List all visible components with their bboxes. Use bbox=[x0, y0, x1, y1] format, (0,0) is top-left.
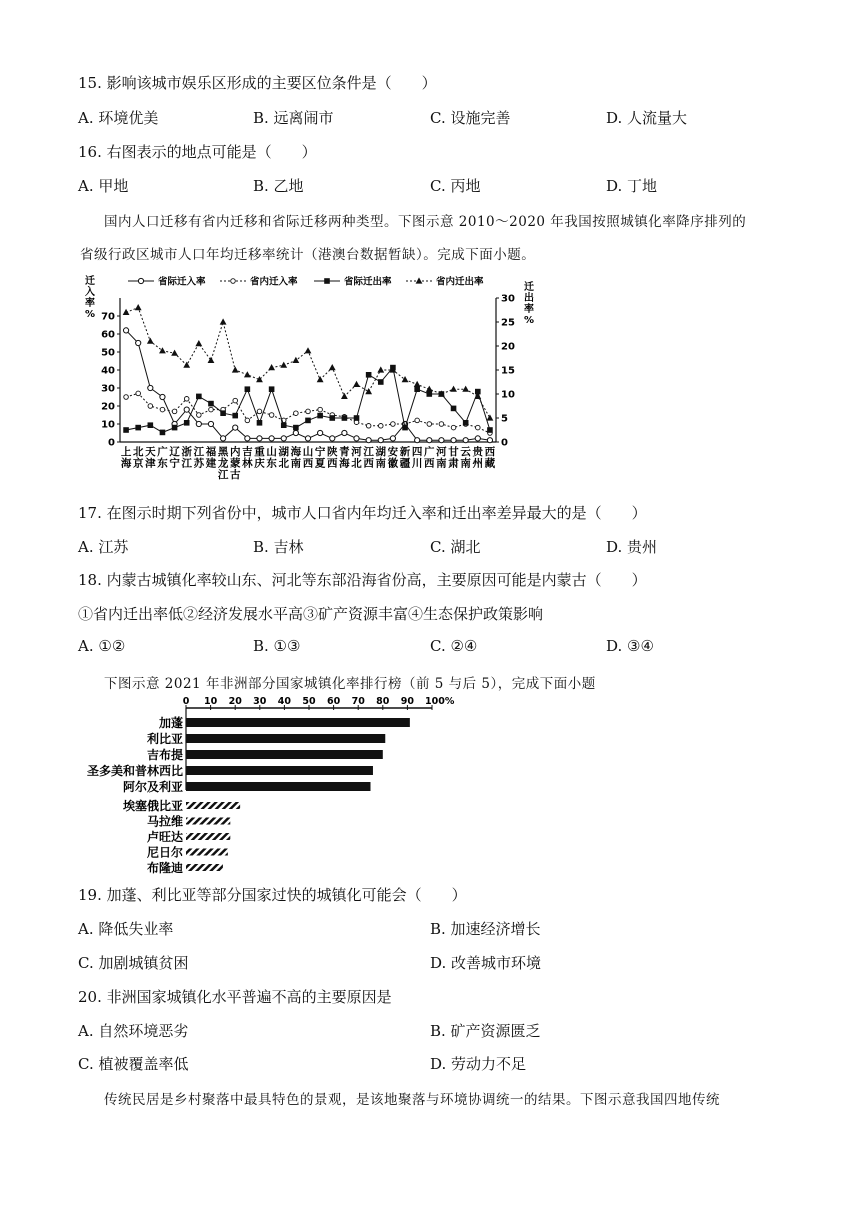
series-4-point bbox=[208, 357, 215, 363]
x-tick-label: 20 bbox=[228, 696, 242, 707]
series-4-point bbox=[402, 376, 409, 382]
series-2-point bbox=[160, 407, 165, 412]
series-4-point bbox=[220, 318, 227, 324]
series-3-point bbox=[220, 410, 226, 416]
q15-option-b[interactable]: B. 远离闹市 bbox=[253, 109, 334, 127]
q20-stem: 20. 非洲国家城镇化水平普遍不高的主要原因是 bbox=[78, 988, 392, 1006]
series-1-point bbox=[196, 421, 201, 426]
legend-marker-1 bbox=[138, 278, 143, 283]
q16-stem: 16. 右图表示的地点可能是（ ） bbox=[78, 143, 317, 161]
q20-option-c[interactable]: C. 植被覆盖率低 bbox=[78, 1055, 189, 1073]
series-4-point bbox=[280, 362, 287, 368]
x-tick-label: 吉林 bbox=[242, 446, 253, 470]
series-3-point bbox=[463, 420, 469, 426]
svg-text:%: % bbox=[84, 309, 96, 320]
q19-stem: 19. 加蓬、利比亚等部分国家过快的城镇化可能会（ ） bbox=[78, 886, 467, 904]
x-tick-label: 辽宁 bbox=[169, 446, 180, 470]
y-tick-label-left: 10 bbox=[101, 419, 115, 431]
y-tick-label-right: 30 bbox=[501, 293, 515, 305]
series-3-point bbox=[329, 415, 335, 421]
series-line-1 bbox=[126, 330, 490, 440]
series-1-point bbox=[233, 425, 238, 430]
x-tick-label: 江苏 bbox=[193, 446, 205, 470]
x-tick-label: 70 bbox=[351, 696, 365, 707]
x-tick-label: 甘肃 bbox=[448, 446, 459, 470]
y-axis-title-right: 迁 bbox=[524, 282, 534, 293]
series-3-point bbox=[305, 418, 311, 424]
series-2-point bbox=[306, 409, 311, 414]
y-tick-label-right: 10 bbox=[501, 389, 515, 401]
series-4-point bbox=[147, 338, 154, 344]
q18-stem: 18. 内蒙古城镇化率较山东、河北等东部沿海省份高，主要原因可能是内蒙古（ ） bbox=[78, 571, 647, 589]
series-4-point bbox=[135, 304, 142, 310]
bar-top bbox=[186, 734, 385, 743]
series-4-point bbox=[487, 414, 494, 420]
series-3-point bbox=[354, 415, 360, 421]
series-3-point bbox=[414, 386, 420, 392]
series-3-point bbox=[184, 420, 190, 426]
series-3-point bbox=[281, 422, 287, 428]
x-tick-label: 山东 bbox=[266, 446, 277, 470]
series-1-point bbox=[330, 436, 335, 441]
series-3-point bbox=[451, 406, 457, 412]
series-2-point bbox=[124, 395, 129, 400]
q18-option-c[interactable]: C. ②④ bbox=[430, 637, 478, 655]
y-tick-label-right: 5 bbox=[501, 413, 508, 425]
y-tick-label-left: 20 bbox=[101, 401, 115, 413]
series-3-point bbox=[402, 425, 408, 431]
legend-marker-4 bbox=[416, 277, 423, 283]
q19-option-a[interactable]: A. 降低失业率 bbox=[78, 920, 174, 938]
series-1-point bbox=[220, 436, 225, 441]
x-tick-label: 100% bbox=[425, 696, 455, 707]
y-tick-label-right: 25 bbox=[501, 317, 515, 329]
series-1-point bbox=[160, 394, 165, 399]
series-1-point bbox=[354, 436, 359, 441]
q16-option-c[interactable]: C. 丙地 bbox=[430, 177, 481, 195]
q20-option-d[interactable]: D. 劳动力不足 bbox=[430, 1055, 527, 1073]
series-3-point bbox=[160, 430, 166, 436]
x-tick-label: 四川 bbox=[411, 446, 423, 470]
series-4-point bbox=[292, 357, 299, 363]
series-4-point bbox=[353, 381, 360, 387]
series-1-point bbox=[427, 438, 432, 443]
series-1-point bbox=[415, 438, 420, 443]
series-3-point bbox=[426, 391, 432, 397]
series-2-point bbox=[245, 418, 250, 423]
y-tick-label-left: 40 bbox=[101, 365, 115, 377]
series-1-point bbox=[487, 438, 492, 443]
series-2-point bbox=[209, 407, 214, 412]
series-4-point bbox=[305, 347, 312, 353]
series-3-point bbox=[269, 386, 275, 392]
y-tick-label-left: 50 bbox=[101, 347, 115, 359]
intro-migration-line1: 国内人口迁移有省内迁移和省际迁移两种类型。下图示意 2010～2020 年我国按照城镇化率降序排列的 bbox=[104, 214, 747, 230]
series-1-point bbox=[305, 436, 310, 441]
series-1-point bbox=[475, 436, 480, 441]
legend-label-1: 省际迁入率 bbox=[158, 276, 206, 288]
x-tick-label: 黑龙江 bbox=[217, 446, 229, 481]
y-tick-label-right: 15 bbox=[501, 365, 515, 377]
series-4-point bbox=[365, 388, 372, 394]
y-tick-label-left: 60 bbox=[101, 329, 115, 341]
x-tick-label: 河北 bbox=[351, 446, 362, 470]
bar-bottom bbox=[186, 864, 223, 871]
q18-statements: ①省内迁出率低②经济发展水平高③矿产资源丰富④生态保护政策影响 bbox=[78, 605, 544, 623]
africa-urbanization-chart bbox=[80, 696, 460, 886]
series-2-point bbox=[378, 424, 383, 429]
migration-chart bbox=[80, 270, 540, 490]
q16-option-a[interactable]: A. 甲地 bbox=[78, 177, 129, 195]
q15-option-d[interactable]: D. 人流量大 bbox=[606, 109, 688, 127]
series-3-point bbox=[293, 425, 299, 431]
q17-option-b[interactable]: B. 吉林 bbox=[253, 538, 304, 556]
series-1-point bbox=[318, 430, 323, 435]
x-tick-label: 40 bbox=[277, 696, 292, 707]
series-3-point bbox=[196, 394, 202, 400]
intro-migration-line2: 省级行政区城市人口年均迁移率统计（港澳台数据暂缺）。完成下面小题。 bbox=[80, 247, 536, 263]
intro-africa: 下图示意 2021 年非洲部分国家城镇化率排行榜（前 5 与后 5），完成下面小题 bbox=[104, 676, 596, 692]
q17-option-c[interactable]: C. 湖北 bbox=[430, 538, 481, 556]
q18-option-a[interactable]: A. ①② bbox=[78, 637, 126, 655]
q19-option-c[interactable]: C. 加剧城镇贫困 bbox=[78, 954, 189, 972]
series-1-point bbox=[293, 430, 298, 435]
series-1-point bbox=[123, 328, 128, 333]
series-2-point bbox=[318, 407, 323, 412]
series-4-point bbox=[123, 309, 130, 315]
series-2-point bbox=[136, 391, 141, 396]
x-tick-label: 广东 bbox=[157, 446, 168, 470]
series-3-point bbox=[245, 386, 251, 392]
q20-option-a[interactable]: A. 自然环境恶劣 bbox=[78, 1022, 189, 1040]
x-tick-label: 50 bbox=[302, 696, 316, 707]
series-1-point bbox=[269, 436, 274, 441]
q19-option-b[interactable]: B. 加速经济增长 bbox=[430, 920, 541, 938]
x-tick-label: 湖南 bbox=[375, 446, 387, 470]
series-1-point bbox=[390, 436, 395, 441]
y-tick-label-left: 70 bbox=[101, 311, 115, 323]
svg-text:率: 率 bbox=[524, 304, 534, 315]
x-tick-label: 重庆 bbox=[254, 446, 265, 470]
series-2-point bbox=[257, 409, 262, 414]
x-tick-label: 80 bbox=[376, 696, 390, 707]
bar-top bbox=[186, 766, 373, 775]
series-2-point bbox=[415, 418, 420, 423]
legend-label-3: 省际迁出率 bbox=[344, 276, 392, 288]
q19-option-d[interactable]: D. 改善城市环境 bbox=[430, 954, 542, 972]
series-4-point bbox=[414, 381, 421, 387]
x-tick-label: 天津 bbox=[145, 446, 156, 470]
q16-option-d[interactable]: D. 丁地 bbox=[606, 177, 658, 195]
series-1-point bbox=[184, 407, 189, 412]
series-1-point bbox=[281, 436, 286, 441]
series-1-point bbox=[439, 438, 444, 443]
series-2-point bbox=[184, 397, 189, 402]
series-2-point bbox=[391, 422, 396, 427]
series-1-point bbox=[366, 438, 371, 443]
y-tick-label-right: 20 bbox=[501, 341, 515, 353]
bar-bottom bbox=[186, 802, 240, 809]
series-4-point bbox=[268, 364, 275, 370]
q18-option-b[interactable]: B. ①③ bbox=[253, 637, 301, 655]
series-1-point bbox=[378, 438, 383, 443]
bar-label-top: 吉布提 bbox=[146, 748, 183, 762]
x-tick-label: 山西 bbox=[302, 446, 314, 470]
series-2-point bbox=[427, 422, 432, 427]
series-2-point bbox=[366, 424, 371, 429]
series-line-4 bbox=[126, 308, 490, 418]
series-2-point bbox=[172, 409, 177, 414]
x-tick-label: 0 bbox=[182, 696, 190, 707]
x-tick-label: 宁夏 bbox=[314, 446, 326, 470]
x-tick-label: 60 bbox=[326, 696, 341, 707]
x-tick-label: 10 bbox=[203, 696, 218, 707]
bar-label-bottom: 尼日尔 bbox=[146, 845, 183, 860]
series-1-point bbox=[208, 421, 213, 426]
legend-label-2: 省内迁入率 bbox=[250, 276, 298, 288]
series-3-point bbox=[232, 413, 238, 419]
series-2-point bbox=[269, 413, 274, 418]
series-3-point bbox=[317, 413, 323, 419]
series-2-point bbox=[197, 413, 202, 418]
x-tick-label: 河南 bbox=[436, 446, 447, 470]
series-4-point bbox=[159, 347, 166, 353]
bar-bottom bbox=[186, 833, 230, 840]
series-1-point bbox=[257, 436, 262, 441]
q17-stem: 17. 在图示时期下列省份中，城市人口省内年均迁入率和迁出率差异最大的是（ ） bbox=[78, 504, 647, 522]
series-3-point bbox=[487, 427, 493, 433]
bar-top bbox=[186, 718, 410, 727]
x-tick-label: 海南 bbox=[290, 446, 302, 470]
x-tick-label: 西藏 bbox=[484, 446, 496, 470]
x-tick-label: 北京 bbox=[132, 446, 144, 470]
bar-top bbox=[186, 750, 383, 759]
series-4-point bbox=[317, 376, 324, 382]
series-2-point bbox=[233, 398, 238, 403]
bar-label-top: 加蓬 bbox=[158, 716, 183, 730]
x-tick-label: 青海 bbox=[339, 446, 350, 470]
series-3-point bbox=[135, 425, 141, 431]
y-axis-title-left: 迁 bbox=[85, 276, 95, 287]
x-tick-label: 30 bbox=[253, 696, 267, 707]
series-4-point bbox=[377, 366, 384, 372]
series-1-point bbox=[148, 385, 153, 390]
q15-option-a[interactable]: A. 环境优美 bbox=[78, 109, 159, 127]
x-tick-label: 陕西 bbox=[327, 446, 338, 470]
bar-label-top: 阿尔及利亚 bbox=[122, 780, 183, 794]
y-tick-label-right: 0 bbox=[501, 437, 508, 449]
bar-label-bottom: 埃塞俄比亚 bbox=[122, 799, 183, 813]
x-tick-label: 湖北 bbox=[278, 446, 289, 470]
series-1-point bbox=[451, 438, 456, 443]
series-3-point bbox=[208, 401, 214, 407]
x-tick-label: 云南 bbox=[460, 446, 471, 470]
bar-bottom bbox=[186, 818, 230, 825]
series-4-point bbox=[171, 350, 178, 356]
series-2-point bbox=[439, 422, 444, 427]
x-tick-label: 安徽 bbox=[387, 446, 399, 470]
bar-label-bottom: 卢旺达 bbox=[146, 830, 183, 844]
x-tick-label: 上海 bbox=[120, 446, 132, 470]
legend-marker-3 bbox=[324, 278, 330, 284]
series-4-point bbox=[195, 340, 202, 346]
bar-label-top: 圣多美和普林西比 bbox=[86, 764, 183, 778]
q20-option-b[interactable]: B. 矿产资源匮乏 bbox=[430, 1022, 541, 1040]
bar-bottom bbox=[186, 849, 228, 856]
x-tick-label: 福建 bbox=[205, 446, 217, 470]
legend-label-4: 省内迁出率 bbox=[436, 276, 484, 288]
series-2-point bbox=[148, 404, 153, 409]
series-3-point bbox=[148, 422, 154, 428]
svg-text:率: 率 bbox=[85, 298, 95, 309]
y-tick-label-left: 0 bbox=[108, 437, 115, 449]
series-1-point bbox=[245, 436, 250, 441]
series-2-point bbox=[294, 411, 299, 416]
series-3-point bbox=[378, 379, 384, 385]
series-4-point bbox=[329, 364, 336, 370]
x-tick-label: 内蒙古 bbox=[229, 446, 241, 481]
series-4-point bbox=[244, 371, 251, 377]
bar-top bbox=[186, 782, 371, 791]
x-tick-label: 90 bbox=[400, 696, 415, 707]
legend-marker-2 bbox=[231, 279, 236, 284]
x-tick-label: 浙江 bbox=[181, 446, 192, 470]
series-1-point bbox=[136, 340, 141, 345]
svg-text:入: 入 bbox=[85, 287, 95, 298]
series-3-point bbox=[366, 372, 372, 378]
series-1-point bbox=[342, 430, 347, 435]
series-2-point bbox=[451, 425, 456, 430]
series-2-point bbox=[476, 425, 481, 430]
q16-option-b[interactable]: B. 乙地 bbox=[253, 177, 304, 195]
svg-text:%: % bbox=[523, 315, 535, 326]
series-1-point bbox=[463, 438, 468, 443]
x-tick-label: 广西 bbox=[424, 446, 435, 470]
intro-dwellings: 传统民居是乡村聚落中最具特色的景观，是该地聚落与环境协调统一的结果。下图示意我国四地传统 bbox=[104, 1092, 720, 1108]
series-4-point bbox=[450, 386, 457, 392]
series-4-point bbox=[426, 386, 433, 392]
series-3-point bbox=[257, 420, 263, 426]
x-tick-label: 新疆 bbox=[399, 446, 411, 470]
series-3-point bbox=[123, 427, 129, 433]
bar-label-bottom: 布隆迪 bbox=[146, 861, 183, 875]
q15-stem: 15. 影响该城市娱乐区形成的主要区位条件是（ ） bbox=[78, 74, 437, 92]
y-tick-label-left: 30 bbox=[101, 383, 115, 395]
q15-option-c[interactable]: C. 设施完善 bbox=[430, 109, 511, 127]
series-4-point bbox=[183, 362, 190, 368]
bar-label-top: 利比亚 bbox=[146, 732, 183, 746]
q17-option-a[interactable]: A. 江苏 bbox=[78, 538, 129, 556]
q17-option-d[interactable]: D. 贵州 bbox=[606, 538, 658, 556]
svg-text:出: 出 bbox=[524, 293, 534, 304]
x-tick-label: 江西 bbox=[363, 446, 374, 470]
bar-label-bottom: 马拉维 bbox=[146, 814, 183, 829]
series-4-point bbox=[232, 366, 239, 372]
q18-option-d[interactable]: D. ③④ bbox=[606, 637, 654, 655]
series-3-point bbox=[342, 415, 348, 421]
series-3-point bbox=[172, 425, 178, 431]
x-tick-label: 贵州 bbox=[472, 446, 484, 470]
